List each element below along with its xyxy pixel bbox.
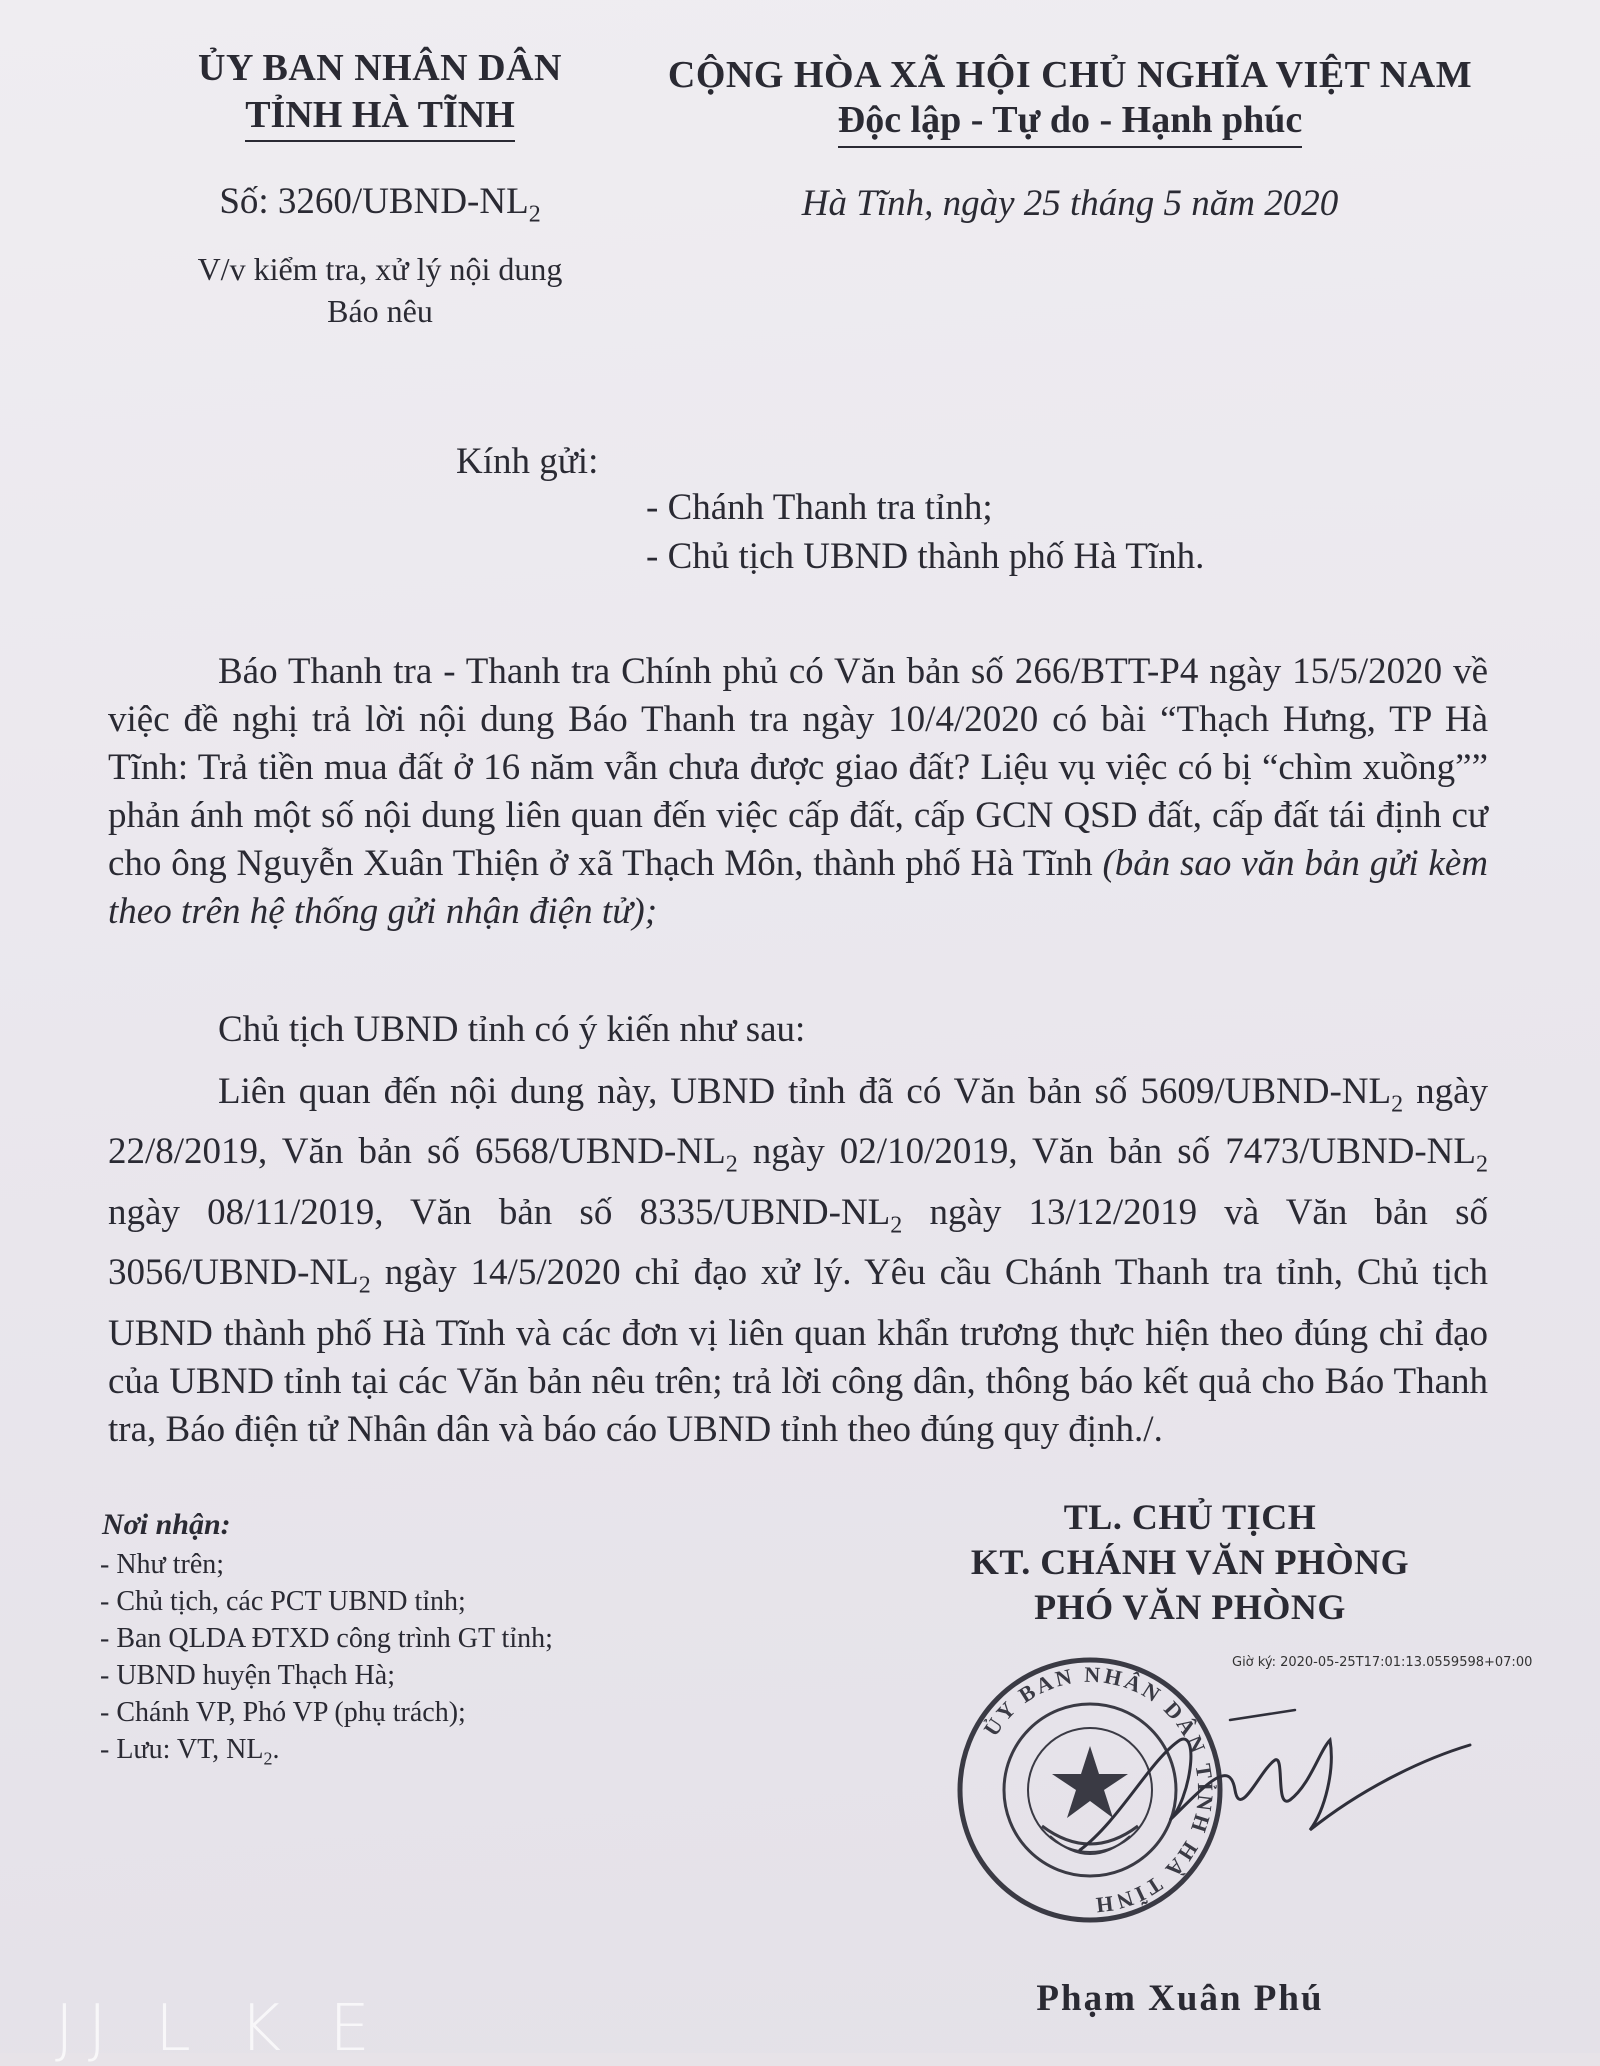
handwritten-signature xyxy=(1060,1700,1480,1880)
recipients-list-title: Nơi nhận: xyxy=(102,1508,231,1541)
attachment-note: (bản sao văn bản gửi kèm theo trên hệ thống gửi nhận điện tử); xyxy=(108,843,1488,932)
national-heading xyxy=(660,52,1480,148)
recipient-item: - Chủ tịch UBND thành phố Hà Tĩnh. xyxy=(646,536,1205,577)
subject-line2: Báo nêu xyxy=(327,293,433,329)
greeting: Kính gửi: xyxy=(456,441,599,482)
sign-line2: KT. CHÁNH VĂN PHÒNG xyxy=(970,1542,1410,1582)
body-paragraph-2: Chủ tịch UBND tỉnh có ý kiến như sau: xyxy=(218,1009,806,1050)
issuing-authority xyxy=(150,44,610,142)
recipients-list xyxy=(100,1546,553,1778)
list-item: - UBND huyện Thạch Hà; xyxy=(100,1660,395,1691)
stamp-text: ỦY BAN NHÂN DÂN TỈNH HÀ TĨNH xyxy=(978,1661,1219,1919)
document-number: Số: $3260/UBND-NL_2$ xyxy=(219,181,541,228)
signature-title-block xyxy=(880,1495,1500,1630)
body-paragraph-1: Báo Thanh tra - Thanh tra Chính phủ có Văn bản số 266/BTT-P4 ngày 15/5/2020 về việc đề nghị trả lời nội dung Báo Thanh tra ngày 10/4/2020 có bài “Thạch Hưng, TP Hà Tĩnh: Trả tiền mua đất ở 16 năm vẫn chưa được giao đất? Liệu vụ việc có bị “chìm xuồng”” phản ánh một số nội dung liên quan đến việc cấp đất, cấp GCN QSD đất, cấp đất tái định cư cho ông Nguyễn Xuân Thiện ở xã Thạch Môn, thành phố Hà Tĩnh (bản sao văn bản gửi kèm theo trên hệ thống gửi nhận điện tử); xyxy=(108,651,1488,932)
list-item: - Chánh VP, Phó VP (phụ trách); xyxy=(100,1697,466,1728)
digital-signature-timestamp: Giờ ký: 2020-05-25T17:01:13.0559598+07:00 xyxy=(1232,1655,1533,1670)
document-subject xyxy=(150,248,610,332)
list-item: - Như trên; xyxy=(100,1549,225,1580)
body-paragraph-3: Liên quan đến nội dung này, UBND tỉnh đã có Văn bản số $5609/UBND-NL_2$ ngày 22/8/2019, Văn bản số $6568/UBND-NL_2$ ngày 02/10/2019, Văn bản số $7473/UBND-NL_2$ ngày 08/11/2019, Văn bản số $8335/UBND-NL_2$ ngày 13/12/2019 và Văn bản số $3056/UBND-NL_2$ ngày 14/5/2020 chỉ đạo xử lý. Yêu cầu Chánh Thanh tra tỉnh, Chủ tịch UBND thành phố Hà Tĩnh và các đơn vị liên quan khẩn trương thực hiện theo đúng chỉ đạo của UBND tỉnh tại các Văn bản nêu trên; trả lời công dân, thông báo kết quả cho Báo Thanh tra, Báo điện tử Nhân dân và báo cáo UBND tỉnh theo đúng quy định./. xyxy=(108,1071,1489,1450)
list-item: - Lưu: VT, $NL_2$. xyxy=(100,1734,280,1769)
recipient-item: - Chánh Thanh tra tỉnh; xyxy=(646,487,993,528)
nation-name: CỘNG HÒA XÃ HỘI CHỦ NGHĨA VIỆT NAM xyxy=(667,54,1473,96)
sign-line3: PHÓ VĂN PHÒNG xyxy=(1034,1587,1346,1627)
watermark: JJ L K E xyxy=(55,1992,384,2066)
signer-name: Phạm Xuân Phú xyxy=(1036,1978,1324,2019)
sign-line1: TL. CHỦ TỊCH xyxy=(1063,1497,1317,1537)
national-motto: Độc lập - Tự do - Hạnh phúc xyxy=(838,98,1303,148)
org-name-line1: ỦY BAN NHÂN DÂN xyxy=(198,47,562,89)
subject-line1: V/v kiểm tra, xử lý nội dung xyxy=(197,251,563,287)
list-item: - Ban QLDA ĐTXD công trình GT tỉnh; xyxy=(100,1623,553,1654)
org-name-line2: TỈNH HÀ TĨNH xyxy=(245,92,515,142)
document-date: Hà Tĩnh, ngày 25 tháng 5 năm 2020 xyxy=(801,183,1339,224)
list-item: - Chủ tịch, các PCT UBND tỉnh; xyxy=(100,1586,466,1617)
